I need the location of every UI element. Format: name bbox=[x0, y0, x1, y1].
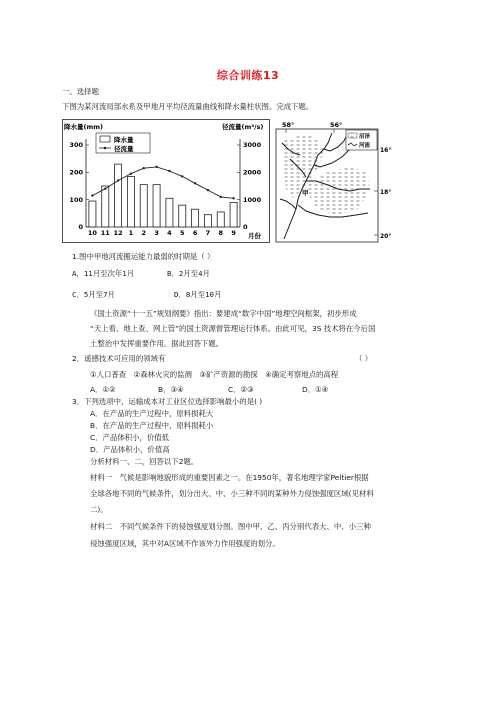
right-tick-label: 2000 bbox=[243, 168, 262, 177]
runoff-point bbox=[220, 196, 222, 198]
precip-bar bbox=[166, 198, 173, 227]
lon-label-56: 56° bbox=[330, 121, 343, 129]
place-label-jia: 甲 bbox=[302, 189, 309, 197]
runoff-point bbox=[181, 175, 183, 177]
x-tick-label: 2 bbox=[141, 229, 147, 237]
material1-line-2: 全球各地不同的气候条件，划分出大、中、小三种不同的某种外力侵蚀强度区域(见材料 bbox=[90, 489, 374, 498]
precip-bar bbox=[89, 201, 96, 227]
legend-label-runoff: 径流量 bbox=[114, 145, 134, 153]
q3-option-d: D．产品体积小，价值高 bbox=[90, 445, 170, 454]
runoff-line bbox=[92, 167, 233, 198]
runoff-point bbox=[207, 189, 209, 191]
x-tick-label: 12 bbox=[113, 229, 123, 237]
river-system-map bbox=[272, 119, 390, 245]
x-tick-label: 10 bbox=[87, 229, 97, 237]
q1-stem: 1.图中甲地河流搬运能力最弱的时期是（ ） bbox=[72, 252, 215, 261]
legend-river-label: 河流 bbox=[359, 143, 371, 149]
precip-bar bbox=[179, 205, 186, 227]
runoff-point bbox=[130, 173, 132, 175]
chart-svg bbox=[62, 119, 270, 243]
question-intro: 下图为某河流局部水系及甲地月平均径流量曲线和降水量柱状图。完成下题。 bbox=[62, 102, 314, 111]
chart-plot-area bbox=[69, 139, 261, 237]
x-tick-label: 1 bbox=[128, 229, 134, 237]
x-tick-label: 5 bbox=[179, 229, 185, 237]
precip-bar bbox=[204, 215, 211, 227]
legend-marsh-swatch bbox=[348, 133, 357, 138]
runoff-point bbox=[104, 188, 106, 190]
q1-option-a: A．11月至次年1月 bbox=[72, 269, 135, 278]
precip-bar bbox=[127, 176, 134, 227]
runoff-point bbox=[232, 197, 234, 199]
q2-items: ①人口普查 ②森林火灾的监测 ③矿产资源的勘探 ④确定考察地点的高程 bbox=[90, 370, 339, 379]
runoff-precipitation-chart bbox=[62, 119, 270, 243]
lon-label-58: 58° bbox=[282, 121, 295, 129]
precip-bar bbox=[102, 186, 109, 227]
lat-label-18: 18° bbox=[380, 189, 392, 196]
material1-line-1: 材料一 气候是影响地貌形成的重要因素之一。在1950年，著名地理学家Peltier根据 bbox=[90, 473, 369, 482]
q2-option-d: D．①④ bbox=[302, 385, 329, 394]
right-tick-label: 3000 bbox=[243, 141, 262, 150]
runoff-point bbox=[117, 179, 119, 181]
lat-label-20: 20° bbox=[380, 233, 392, 240]
left-tick-label: 0 bbox=[78, 223, 83, 232]
legend-line-marker bbox=[104, 147, 107, 150]
material2-line-2: 侵蚀强度区域，其中对A区域不作该外力作用强度的划分。 bbox=[90, 539, 280, 548]
q1-option-b: B．2月至4月 bbox=[167, 269, 210, 278]
precip-bar bbox=[153, 185, 160, 227]
x-tick-label: 6 bbox=[192, 229, 198, 237]
x-tick-label: 11 bbox=[100, 229, 110, 237]
q2-answer-paren: （ ） bbox=[355, 354, 373, 363]
legend-marsh-label: 沼泽 bbox=[359, 134, 371, 140]
runoff-point bbox=[143, 167, 145, 169]
precip-bar bbox=[140, 185, 147, 227]
lat-label-16: 16° bbox=[380, 147, 392, 154]
map-svg bbox=[272, 119, 390, 245]
precip-bar bbox=[192, 209, 199, 227]
chart-legend bbox=[96, 133, 150, 153]
q3-stem: 3．下列选项中，运输成本对工业区位选择影响最小的是( ) bbox=[72, 397, 263, 406]
runoff-point bbox=[168, 170, 170, 172]
q1-option-d: D．8月至10月 bbox=[174, 290, 222, 299]
left-tick-label: 100 bbox=[69, 195, 83, 204]
material2-line-1: 材料二 不同气候条件下的侵蚀强度划分图。图中甲、乙、丙分别代表大、中、小三种 bbox=[90, 522, 371, 531]
right-tick-label: 1000 bbox=[243, 195, 262, 204]
passage-line-1: 《国土资源“十一五”规划纲要》指出：要建成“数字中国”地理空间框架，初步形成 bbox=[90, 309, 357, 318]
precip-bar bbox=[217, 212, 224, 227]
x-axis-title: 月份 bbox=[248, 232, 261, 240]
passage-line-2: “天上看、地上查、网上管”的国土资源督管理运行体系。由此可见，3S 技术将在今后国 bbox=[90, 324, 376, 333]
q2-stem: 2．遥感技术可应用的领域有 bbox=[72, 354, 166, 363]
q2-option-a: A．①② bbox=[90, 385, 116, 394]
x-tick-label: 4 bbox=[167, 229, 172, 237]
passage-line-3: 土整治中发挥重要作用。据此回答下题。 bbox=[90, 339, 224, 348]
precip-bar bbox=[115, 164, 122, 227]
x-tick-label: 7 bbox=[205, 229, 211, 237]
section-heading: 一、选择题 bbox=[62, 87, 99, 96]
q2-option-b: B．③④ bbox=[158, 385, 184, 394]
right-axis-title: 径流量(m³/s) bbox=[222, 123, 264, 131]
map-legend bbox=[346, 130, 377, 150]
runoff-point bbox=[91, 194, 93, 196]
q3-option-a: A．在产品的生产过程中，原料损耗大 bbox=[90, 409, 214, 418]
legend-label-precip: 降水量 bbox=[114, 136, 134, 144]
runoff-point bbox=[155, 166, 157, 168]
legend-bar-swatch bbox=[100, 136, 110, 142]
analysis-prompt: 分析材料一、二，回答以下2题。 bbox=[90, 457, 199, 466]
left-axis-title: 降水量(mm) bbox=[64, 123, 103, 131]
material1-line-3: 二)。 bbox=[90, 505, 108, 514]
q1-option-c: C．5月至7月 bbox=[72, 290, 115, 299]
x-tick-label: 9 bbox=[231, 229, 236, 237]
precip-bar bbox=[230, 202, 237, 227]
q3-option-c: C．产品体积小，价值低 bbox=[90, 433, 170, 442]
left-tick-label: 300 bbox=[69, 141, 83, 150]
page-title: 综合训练13 bbox=[216, 69, 280, 82]
right-tick-label: 0 bbox=[243, 223, 248, 232]
q2-option-c: C．②③ bbox=[228, 385, 254, 394]
x-tick-label: 8 bbox=[218, 229, 224, 237]
x-tick-label: 3 bbox=[154, 229, 159, 237]
q3-option-b: B．在产品的生产过程中，原料损耗小 bbox=[90, 421, 214, 430]
left-tick-label: 200 bbox=[69, 168, 83, 177]
runoff-point bbox=[194, 182, 196, 184]
